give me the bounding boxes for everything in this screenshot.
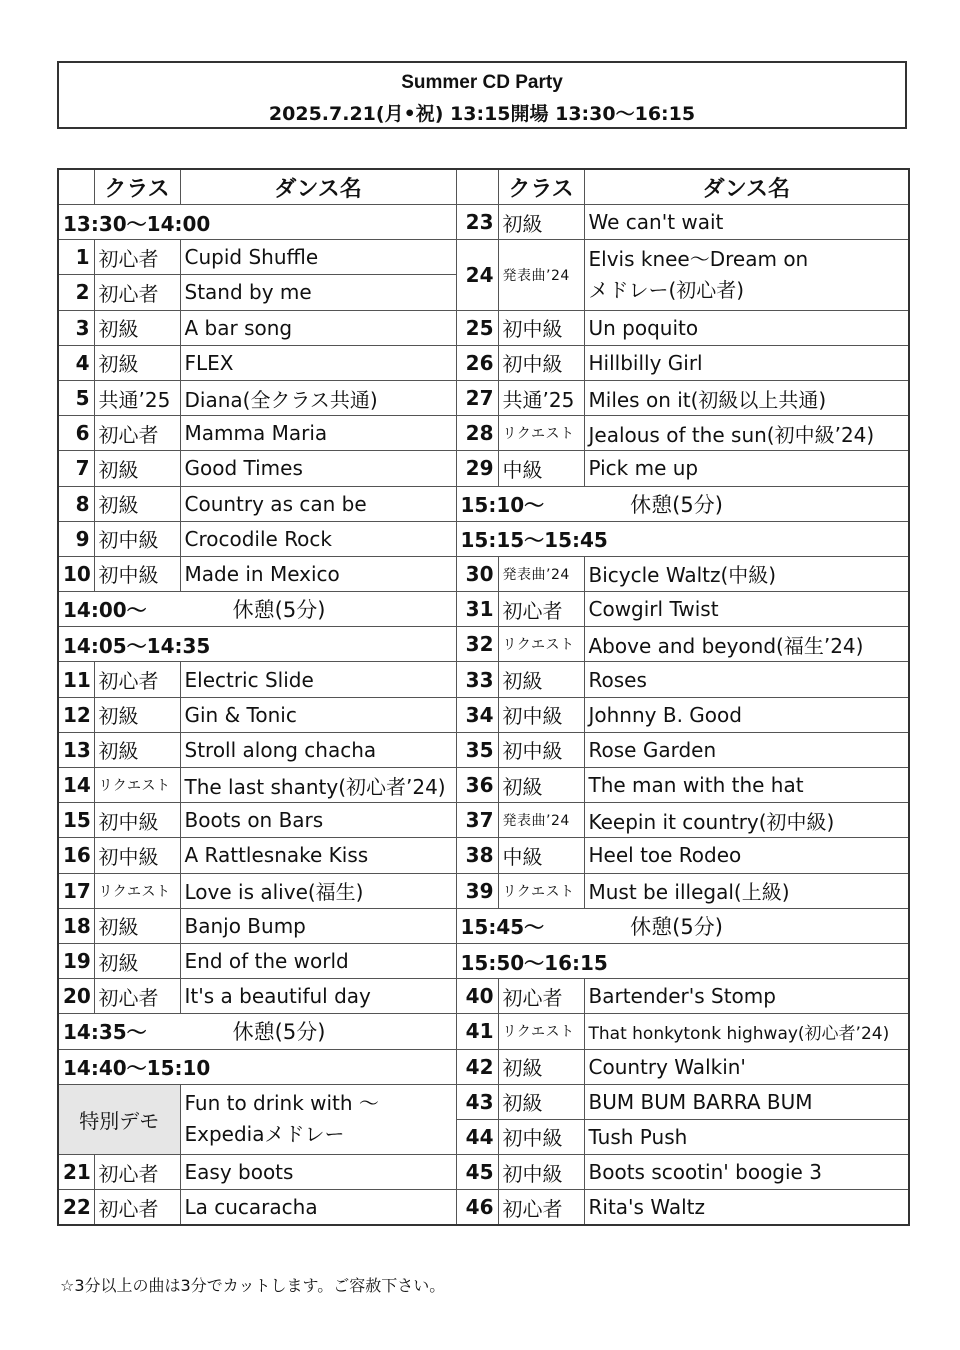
song-number: 21: [58, 1155, 94, 1190]
table-row: [58, 556, 909, 591]
header-class-left: クラス: [94, 169, 180, 205]
song-title: Jealous of the sun(初中級’24): [584, 416, 909, 451]
song-number: 2: [58, 275, 94, 310]
footnote: ☆3分以上の曲は3分でカットします。ご容赦下さい。: [60, 1276, 446, 1295]
song-title: Boots on Bars: [180, 803, 456, 838]
song-class: 初中級: [94, 556, 180, 591]
song-number: 12: [58, 697, 94, 732]
song-number: 27: [456, 380, 498, 415]
song-number: 42: [456, 1049, 498, 1084]
song-class: 発表曲’24: [498, 556, 584, 591]
song-title: It's a beautiful day: [180, 979, 456, 1014]
song-title: A bar song: [180, 310, 456, 345]
song-class: リクエスト: [498, 416, 584, 451]
table-row: [58, 592, 909, 627]
table-row: [58, 310, 909, 345]
break-label: 休憩(5分): [630, 914, 723, 939]
song-title: Johnny B. Good: [584, 697, 909, 732]
song-class: 初中級: [94, 803, 180, 838]
table-header-row: [58, 169, 909, 205]
song-number: 31: [456, 592, 498, 627]
song-title: Tush Push: [584, 1119, 909, 1154]
song-number: 35: [456, 732, 498, 767]
table-row: [58, 380, 909, 415]
song-title: The last shanty(初心者’24): [180, 768, 456, 803]
song-class: 初中級: [94, 838, 180, 873]
song-title: Country as can be: [180, 486, 456, 521]
song-title: BUM BUM BARRA BUM: [584, 1084, 909, 1119]
song-title: Electric Slide: [180, 662, 456, 697]
song-title: Stroll along chacha: [180, 732, 456, 767]
table-row: [58, 979, 909, 1014]
song-number: 32: [456, 627, 498, 662]
song-class: リクエスト: [498, 873, 584, 908]
table-row: [58, 838, 909, 873]
table-row: [58, 1049, 909, 1084]
song-title: The man with the hat: [584, 768, 909, 803]
song-title: Heel toe Rodeo: [584, 838, 909, 873]
song-class: 初中級: [94, 521, 180, 556]
table-row: [58, 697, 909, 732]
song-number: 29: [456, 451, 498, 486]
song-number: 25: [456, 310, 498, 345]
table-row: [58, 768, 909, 803]
song-title: Mamma Maria: [180, 416, 456, 451]
song-title: Country Walkin': [584, 1049, 909, 1084]
song-number: 43: [456, 1084, 498, 1119]
session-time: 15:15～15:45: [456, 521, 909, 556]
song-title-line2: メドレー(初心者): [588, 277, 745, 302]
song-title: Bicycle Waltz(中級): [584, 556, 909, 591]
song-class: 初級: [94, 697, 180, 732]
break-time: 14:35～: [63, 1020, 147, 1045]
song-number: 26: [456, 345, 498, 380]
demo-title-line1: Fun to drink with ～: [184, 1091, 379, 1116]
song-class: 初級: [498, 1049, 584, 1084]
table-row: [58, 416, 909, 451]
break-row: [58, 592, 456, 627]
demo-title-line2: Expediaメドレー: [184, 1122, 345, 1147]
session-time: 14:40～15:10: [58, 1049, 456, 1084]
table-row: [58, 627, 909, 662]
song-number: 46: [456, 1190, 498, 1226]
break-label: 休憩(5分): [232, 598, 326, 623]
event-title: Summer CD Party: [401, 72, 563, 93]
break-time: 14:00～: [63, 598, 147, 623]
song-title: Stand by me: [180, 275, 456, 310]
song-number: 33: [456, 662, 498, 697]
song-number: 20: [58, 979, 94, 1014]
song-class: 初心者: [498, 1190, 584, 1226]
song-title: Keepin it country(初中級): [584, 803, 909, 838]
song-class: 共通’25: [498, 380, 584, 415]
break-label: 休憩(5分): [232, 1020, 326, 1045]
song-title: Banjo Bump: [180, 908, 456, 943]
table-row: [58, 943, 909, 978]
song-class: 初級: [94, 486, 180, 521]
table-row: [58, 908, 909, 943]
song-title: Cupid Shuffle: [180, 240, 456, 275]
table-row: [58, 205, 909, 240]
song-class: 初中級: [498, 697, 584, 732]
song-title: Above and beyond(福生’24): [584, 627, 909, 662]
song-number: 1: [58, 240, 94, 275]
song-title: Rita's Waltz: [584, 1190, 909, 1226]
song-title: Boots scootin' boogie 3: [584, 1155, 909, 1190]
song-title: We can't wait: [584, 205, 909, 240]
song-class: 初中級: [498, 310, 584, 345]
song-number: 38: [456, 838, 498, 873]
song-class: リクエスト: [94, 873, 180, 908]
song-title: Bartender's Stomp: [584, 979, 909, 1014]
table-row: [58, 240, 909, 275]
song-number: 11: [58, 662, 94, 697]
song-title: Roses: [584, 662, 909, 697]
song-title: A Rattlesnake Kiss: [180, 838, 456, 873]
song-number: 44: [456, 1119, 498, 1154]
song-number: 8: [58, 486, 94, 521]
song-class: 初心者: [94, 662, 180, 697]
song-number: 9: [58, 521, 94, 556]
session-time: 15:50～16:15: [456, 943, 909, 978]
song-class: 初中級: [498, 732, 584, 767]
song-class: 初級: [94, 908, 180, 943]
song-number: 14: [58, 768, 94, 803]
song-title: Rose Garden: [584, 732, 909, 767]
table-row: [58, 732, 909, 767]
event-date-line: 2025.7.21(月•祝) 13:15開場 13:30～16:15: [268, 103, 696, 125]
song-title: Diana(全クラス共通): [180, 380, 456, 415]
song-title: Cowgirl Twist: [584, 592, 909, 627]
table-row: [58, 873, 909, 908]
song-title: [584, 240, 909, 310]
table-row: [58, 803, 909, 838]
song-number: 16: [58, 838, 94, 873]
song-number: 40: [456, 979, 498, 1014]
table-row: [58, 1190, 909, 1226]
song-title: FLEX: [180, 345, 456, 380]
song-number: 37: [456, 803, 498, 838]
song-title: Un poquito: [584, 310, 909, 345]
song-title: Must be illegal(上級): [584, 873, 909, 908]
song-title: Gin & Tonic: [180, 697, 456, 732]
table-row: [58, 451, 909, 486]
song-number: 22: [58, 1190, 94, 1226]
song-title: Made in Mexico: [180, 556, 456, 591]
song-number: 19: [58, 943, 94, 978]
table-row: [58, 1084, 909, 1119]
song-class: 初中級: [498, 345, 584, 380]
song-class: 初心者: [94, 416, 180, 451]
special-demo-label: 特別デモ: [58, 1084, 180, 1154]
song-class: 初級: [498, 1084, 584, 1119]
song-class: 初級: [94, 451, 180, 486]
break-time: 15:45～: [460, 914, 545, 939]
song-class: 初心者: [498, 979, 584, 1014]
song-class: 発表曲’24: [498, 240, 584, 310]
header-num-left: [58, 169, 94, 205]
song-class: 中級: [498, 838, 584, 873]
song-number: 18: [58, 908, 94, 943]
song-title: Pick me up: [584, 451, 909, 486]
song-class: 初中級: [498, 1119, 584, 1154]
song-number: 41: [456, 1014, 498, 1049]
song-title: Hillbilly Girl: [584, 345, 909, 380]
song-class: 初心者: [498, 592, 584, 627]
song-class: 初級: [498, 768, 584, 803]
song-title: Miles on it(初級以上共通): [584, 380, 909, 415]
song-class: 初級: [94, 345, 180, 380]
song-class: 初級: [94, 310, 180, 345]
song-title: La cucaracha: [180, 1190, 456, 1226]
song-title: Crocodile Rock: [180, 521, 456, 556]
schedule-table: [57, 168, 910, 1226]
break-label: 休憩(5分): [630, 492, 723, 517]
song-number: 17: [58, 873, 94, 908]
song-number: 30: [456, 556, 498, 591]
table-row: [58, 521, 909, 556]
song-number: 13: [58, 732, 94, 767]
song-class: 初心者: [94, 240, 180, 275]
song-class: 初心者: [94, 275, 180, 310]
break-row: [58, 1014, 456, 1049]
song-title: That honkytonk highway(初心者’24): [584, 1014, 909, 1049]
table-row: [58, 1155, 909, 1190]
song-class: 初級: [94, 732, 180, 767]
song-number: 45: [456, 1155, 498, 1190]
header-dance-right: ダンス名: [584, 169, 909, 205]
song-number: 4: [58, 345, 94, 380]
table-row: [58, 1014, 909, 1049]
table-row: [58, 345, 909, 380]
song-class: リクエスト: [94, 768, 180, 803]
song-number: 24: [456, 240, 498, 310]
song-class: 初級: [498, 205, 584, 240]
song-class: 初心者: [94, 1155, 180, 1190]
table-row: [58, 662, 909, 697]
break-row: [456, 486, 909, 521]
table-row: [58, 486, 909, 521]
header-dance-left: ダンス名: [180, 169, 456, 205]
song-number: 3: [58, 310, 94, 345]
song-number: 5: [58, 380, 94, 415]
song-class: 初級: [94, 943, 180, 978]
song-class: 初心者: [94, 1190, 180, 1226]
song-number: 7: [58, 451, 94, 486]
break-time: 15:10～: [460, 492, 545, 517]
song-title: Good Times: [180, 451, 456, 486]
header-class-right: クラス: [498, 169, 584, 205]
event-header: [57, 61, 907, 129]
session-time: 13:30～14:00: [58, 205, 456, 240]
song-number: 28: [456, 416, 498, 451]
song-class: 初中級: [498, 1155, 584, 1190]
song-number: 10: [58, 556, 94, 591]
song-number: 23: [456, 205, 498, 240]
special-demo-title: [180, 1084, 456, 1154]
break-row: [456, 908, 909, 943]
song-number: 15: [58, 803, 94, 838]
header-num-right: [456, 169, 498, 205]
song-title-line1: Elvis knee～Dream on: [588, 246, 809, 271]
song-title: Easy boots: [180, 1155, 456, 1190]
song-class: 発表曲’24: [498, 803, 584, 838]
song-number: 39: [456, 873, 498, 908]
song-number: 6: [58, 416, 94, 451]
song-title: End of the world: [180, 943, 456, 978]
song-class: 中級: [498, 451, 584, 486]
song-class: リクエスト: [498, 627, 584, 662]
song-class: 初級: [498, 662, 584, 697]
song-class: 共通’25: [94, 380, 180, 415]
song-class: リクエスト: [498, 1014, 584, 1049]
song-class: 初心者: [94, 979, 180, 1014]
song-title: Love is alive(福生): [180, 873, 456, 908]
song-number: 36: [456, 768, 498, 803]
song-number: 34: [456, 697, 498, 732]
session-time: 14:05～14:35: [58, 627, 456, 662]
